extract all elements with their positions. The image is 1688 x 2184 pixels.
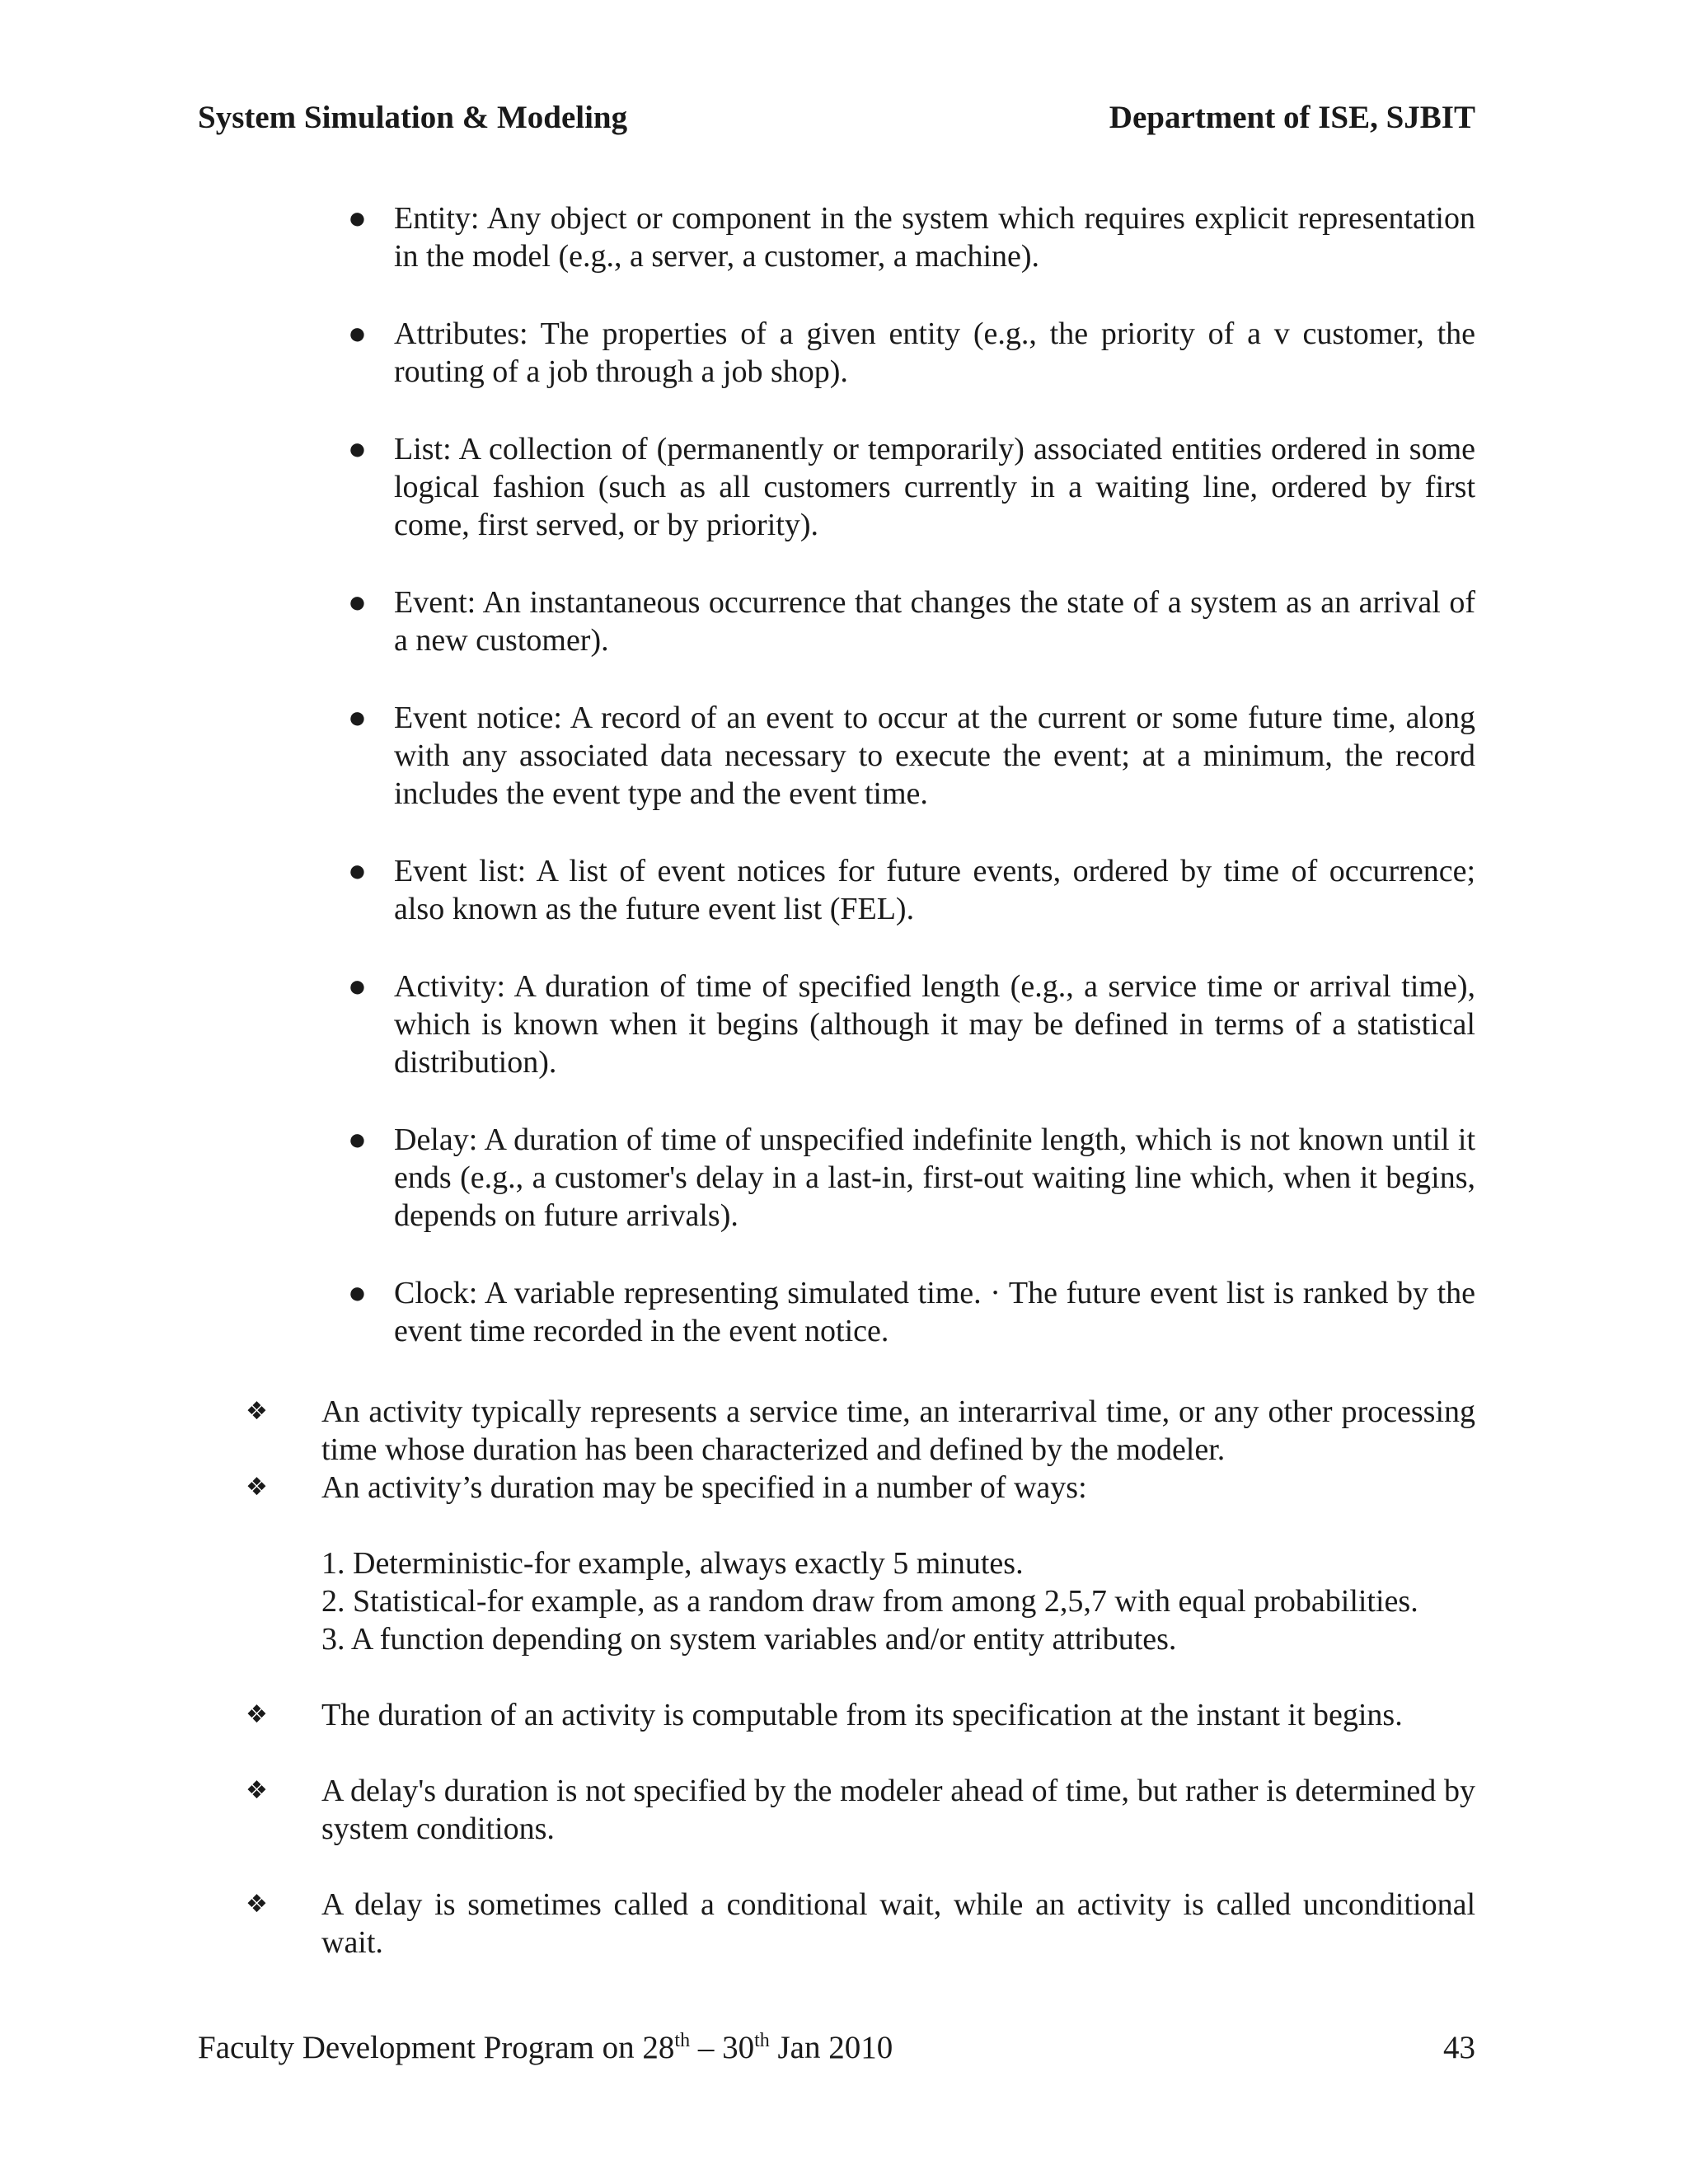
footer-program (198, 2029, 893, 2066)
bullet-dot-icon: ● (348, 1122, 367, 1157)
note-text: The duration of an activity is computable from its specification at the instant it begins. (321, 1698, 1403, 1732)
header-course-title: System Simulation & Modeling (198, 100, 628, 135)
bullet-dot-icon: ● (348, 432, 367, 466)
note-text: A delay's duration is not specified by the modeler ahead of time, but rather is determined by system conditions. (321, 1774, 1475, 1846)
footer-sup-first: th (674, 2030, 691, 2051)
step-statistical: 2. Statistical-for example, as a random draw from among 2,5,7 with equal probabilities. (321, 1584, 1418, 1619)
note-duration-computable (198, 1696, 1475, 1734)
list-item (346, 968, 1475, 1081)
four-diamond-icon: ❖ (246, 1890, 268, 1919)
note-conditional-wait (198, 1886, 1475, 1961)
list-item (346, 852, 1475, 928)
notes-section (198, 1393, 1475, 1961)
bullet-dot-icon: ● (348, 316, 367, 351)
definition-attributes: Attributes: The properties of a given entity (e.g., the priority of a v customer, the routing of a job through a job shop). (394, 316, 1475, 389)
definition-entity: Entity: Any object or component in the system which requires explicit representation in the model (e.g., a server, a customer, a machine). (394, 201, 1475, 274)
definition-delay: Delay: A duration of time of unspecified indefinite length, which is not known until it ends (e.g., a customer's delay in a last-in, first-out waiting line which, when it begins, depends on future arrivals). (394, 1122, 1475, 1233)
four-diamond-icon: ❖ (246, 1776, 268, 1805)
note-activity-duration (198, 1469, 1475, 1507)
list-item (346, 315, 1475, 391)
step-deterministic: 1. Deterministic-for example, always exactly 5 minutes. (321, 1546, 1024, 1581)
bullet-dot-icon: ● (348, 585, 367, 620)
bullet-dot-icon: ● (348, 854, 367, 888)
footer-program-prefix: Faculty Development Program on 28 (198, 2030, 675, 2065)
definitions-list (346, 199, 1475, 1390)
four-diamond-icon: ❖ (246, 1473, 268, 1502)
bullet-dot-icon: ● (348, 701, 367, 735)
step-function: 3. A function depending on system variables and/or entity attributes. (321, 1622, 1177, 1657)
four-diamond-icon: ❖ (246, 1397, 268, 1426)
definition-activity: Activity: A duration of time of specified length (e.g., a service time or arrival time), which is known when it begins (although it may be defined in terms of a statistical distribution). (394, 969, 1475, 1080)
definition-list: List: A collection of (permanently or temporarily) associated entities ordered in some logical fashion (such as all customers currently in a waiting line, ordered by first come, first served, or by priority). (394, 432, 1475, 542)
header-department: Department of ISE, SJBIT (1109, 100, 1475, 135)
footer-date-suffix: Jan 2010 (769, 2030, 893, 2065)
note-text: An activity typically represents a service time, an interarrival time, or any other processing time whose duration has been characterized and defined by the modeler. (321, 1394, 1475, 1467)
definition-event: Event: An instantaneous occurrence that changes the state of a system as an arrival of a new customer). (394, 585, 1475, 658)
bullet-dot-icon: ● (348, 1276, 367, 1310)
bullet-dot-icon: ● (348, 969, 367, 1004)
definition-event-notice: Event notice: A record of an event to occur at the current or some future time, along with any associated data necessary to execute the event; at a minimum, the record includes the event type and the event time. (394, 701, 1475, 811)
footer-sup-second: th (754, 2030, 770, 2051)
page-number: 43 (1443, 2030, 1475, 2065)
page-footer (198, 2029, 1475, 2066)
note-activity-represents (198, 1393, 1475, 1469)
note-text: An activity’s duration may be specified in a number of ways: (321, 1470, 1087, 1505)
footer-date-range: – 30 (690, 2030, 755, 2065)
duration-specification-list (198, 1544, 1475, 1658)
definition-event-list: Event list: A list of event notices for future events, ordered by time of occurrence; also known as the future event list (FEL). (394, 854, 1475, 926)
list-item (346, 430, 1475, 544)
list-item (346, 199, 1475, 275)
list-item (346, 1274, 1475, 1350)
note-delay-duration (198, 1772, 1475, 1848)
note-text: A delay is sometimes called a conditional wait, while an activity is called unconditional wait. (321, 1887, 1475, 1960)
definition-clock: Clock: A variable representing simulated time. · The future event list is ranked by the event time recorded in the event notice. (394, 1276, 1475, 1348)
page-header (198, 99, 1475, 136)
list-item (346, 699, 1475, 813)
bullet-dot-icon: ● (348, 201, 367, 236)
list-item (346, 1121, 1475, 1235)
list-item (346, 583, 1475, 659)
four-diamond-icon: ❖ (246, 1700, 268, 1729)
